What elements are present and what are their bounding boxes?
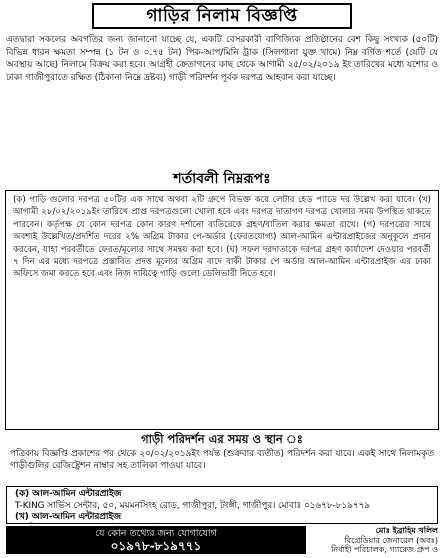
offices-box [6,486,438,524]
contact-label: যে কোন তথ্যের জন্য যোগাযোগ [95,528,217,539]
conditions-box [5,190,439,430]
notice-intro: এতদ্বারা সকলের অবগতির জন্য জানানো যাচ্ছে যে, একটি বেসরকারী বাণিজ্যিক প্রতিষ্ঠানের বেশ কিছু সংখ্যক (৫০টি) বিভিন্ন ধারন ক্ষমতা সম্পন্ন (১ টন ও ০.৭৫ টন) পিক-আপ/মিনি ট্রাক (সিলগালা যুক্ত খামে) নিম্ন বর্ণিত শর্তে (যেটি যে অবস্থায় আছে) নিলামে বিক্রয় করা হবে। আগ্রহী ক্রেতাগনের কাছ থেকে আগামী ২৫/০২/২০১৯ ইং তারিখের মধ্যে যশোর ও ঢাকা গাজীপুরাতে রক্ষিত (ঠিকানা নিম্নে দ্রষ্টব্য) গাড়ী পরিদর্শন পূর্বক দরপত্র আহবান করা যাচ্ছে। [6,35,438,83]
signatory-block [308,526,438,554]
conditions-heading: শর্তাবলী নিম্নরূপঃ [173,171,271,187]
notice-title-box [92,3,352,29]
contact-phone: ০১৯৭৮-৮১৯৭৭১ [110,539,202,553]
inspection-text: পত্রিকায় বিজ্ঞপ্তি প্রকাশের পর থেকে ২০/০২/২০১৯ইং পর্যন্ত (শুক্রবার ব্যতীত) পরিদর্শন করা যাবে। একই সাথে নিলামকৃত গাড়ীগুলির রেজিষ্ট্রেশন নাম্বার সহ তালিকা পাওয়া যাবে। [10,449,434,471]
office-a-name: (ক) আল-আমিন এন্টারপ্রাইজ [15,489,122,499]
conditions-text: (ক) গাড়ি গুলোর দরপত্র ৫০টির এক সাথে অথবা ২টি গ্রুপে বিভক্ত করে লেটার হেড প্যাডে দর উল্লেখ করা যাবে। (খ) আগামী ২৮/০২/২০১৯ইং তারিখে প্রাপ্ত দরপত্রগুলো খোলা হবে এবং দরপত্র দাতাগণ দরপত্র খোলার সময় উপস্থিত থাকতে পারবেন। কর্তৃপক্ষ যে কোন দরপত্র কোন কারণ দর্শানো ব্যতিরেকে গ্রহণ/বাতিল করার ক্ষমতা রাখে। (গ) দরপত্রের সাথে অবশ্যই উল্লেখিত/প্রদর্শিত দরের ২% অগ্রিম টাকার পে-অর্ডার (ফেরতযোগ্য) আল-আমিন এন্টারপ্রাইজের অনুকূলে প্রদান করবেন, যাহা পরবর্তীতে ফেরত/মূল্যের সাথে সমন্বয় করা হবে। (ঘ) সফল দরদাতাকে দরপত্র গ্রহণ কার্যাদেশ দেওয়ার পরবর্তী ৭ দিন এর মধ্যে দরপত্রে প্রস্তাবিত প্রদত্ত মূল্যের অগ্রিম বাদে বাকী টাকার পে অর্ডার আল-আমিন এন্টারপ্রাইজ এর ঢাকা অফিসে জমা করতে হবে এবং নিজ দায়িত্বে গাড়ি গুলো ডেলিভারী নিতে হবে। [13,195,431,280]
signatory-name: মোঃ ইব্রাহিম খলিল [375,526,438,535]
signatory-title: বিগ্রেডিয়ার জেনারেল (অবঃ) [344,535,438,545]
office-b-name: (খ) আল-আমিন এন্টারপ্রাইজ [15,512,121,522]
office-b-address [15,524,429,525]
notice-title: গাড়ির নিলাম বিজ্ঞপ্তি [146,6,298,26]
contact-banner [6,526,306,554]
office-a-address: T-KING সার্ভিস সেন্টার, ৫০, ময়মনসিংহ রোড, গাজীপুরা, টংঙ্গী, গাজীপুর। মোবাঃ ০১৬৭৮-৮১৯৭৭৯ [15,500,370,511]
inspection-heading: গাড়ী পরিদর্শন এর সময় ও স্থান ঃ [141,432,303,446]
signatory-role: নির্বাহী পরিচালক, গ্যারেজ গ্রুপ ও [331,545,438,554]
